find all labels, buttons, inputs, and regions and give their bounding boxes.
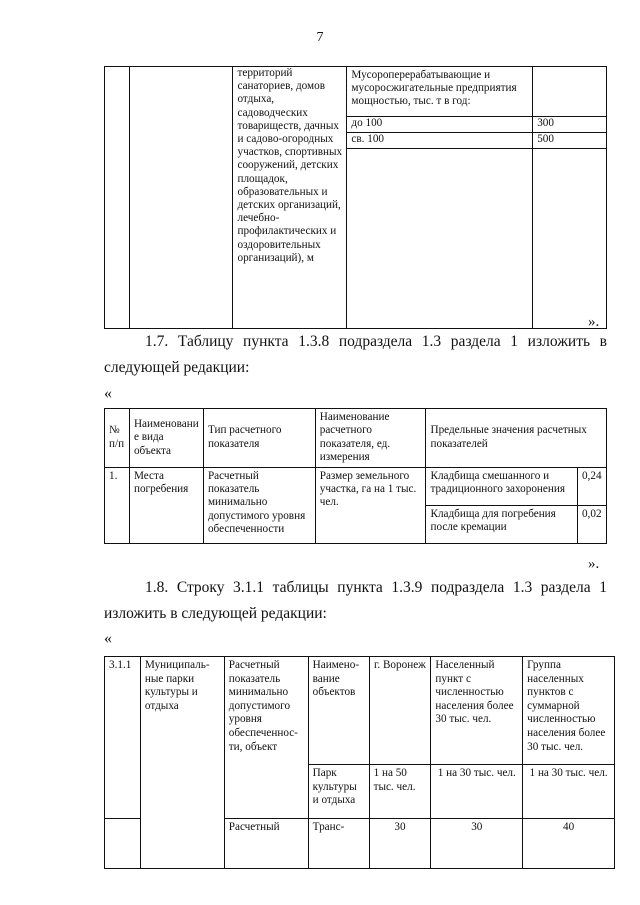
territory-text: территорий санаториев, домов отдыха, садоводческих товариществ, дачных и садово-огородных участков, спортивных сооружений, детских площадок, образовательных и детских организаций, лечебно-профилактических и оздоровительных организаций), м <box>233 67 347 329</box>
section-1-7-line1: 1.7. Таблицу пункта 1.3.8 подраздела 1.3 раздела 1 изложить в <box>145 333 607 350</box>
park-settlement-value: 1 на 30 тыс. чел. <box>431 765 523 819</box>
cemetery-cremation-value: 0,02 <box>577 505 606 543</box>
capacity-row-label: св. 100 <box>347 133 533 149</box>
open-quote: « <box>104 630 112 647</box>
header-limit-values: Предельные значения расчетных показателей <box>426 409 607 468</box>
section-1-8-text <box>104 575 607 627</box>
park-group-value: 1 на 30 тыс. чел. <box>523 765 615 819</box>
capacity-row-value: 300 <box>533 117 607 133</box>
capacity-row-value: 500 <box>533 133 607 149</box>
object-name: Муниципаль-ные парки культуры и отдыха <box>140 657 224 869</box>
voronezh-header: г. Воронеж <box>369 657 431 765</box>
cemetery-mixed-value: 0,24 <box>577 467 606 505</box>
cemetery-mixed-label: Кладбища смешанного и традиционного захоронения <box>426 467 577 505</box>
section-1-8-line2: изложить в следующей редакции: <box>104 605 327 622</box>
indicator-type-1: Расчетный показатель минимально допустимого уровня обеспеченнос-ти, объект <box>224 657 308 819</box>
section-1-7-text <box>104 329 607 381</box>
indicator-type-2: Расчетный <box>224 819 308 869</box>
close-quote: ». <box>588 314 600 330</box>
row-code: 3.1.1 <box>105 657 141 819</box>
park-voronezh-value: 1 на 50 тыс. чел. <box>369 765 431 819</box>
settlement-header: Населенный пункт с численностью населения более 30 тыс. чел. <box>431 657 523 765</box>
header-num: № п/п <box>105 409 130 468</box>
transport-voronezh-value: 30 <box>369 819 431 869</box>
row-indicator-type: Расчетный показатель минимально допустимого уровня обеспеченности <box>203 467 315 543</box>
page-number: 7 <box>316 30 324 45</box>
table-burial-places <box>104 408 607 544</box>
open-quote: « <box>104 385 112 402</box>
table-parks <box>104 656 615 869</box>
park-label: Парк культуры и отдыха <box>308 765 369 819</box>
plant-capacity-header: Мусороперерабатывающие и мусоросжигательные предприятия мощностью, тыс. т в год: <box>347 67 533 117</box>
empty-cell <box>129 67 233 329</box>
empty-cell <box>105 67 130 329</box>
header-indicator-type: Тип расчетного показателя <box>203 409 315 468</box>
section-1-7-line2: следующей редакции: <box>104 359 250 376</box>
transport-settlement-value: 30 <box>431 819 523 869</box>
header-object-name: Наименовани е вида объекта <box>129 409 203 468</box>
row-object-name: Места погребения <box>129 467 203 543</box>
close-quote: ». <box>588 556 600 572</box>
row-num: 1. <box>105 467 130 543</box>
cemetery-cremation-label: Кладбища для погребения после кремации <box>426 505 577 543</box>
section-1-8-line1: 1.8. Строку 3.1.1 таблицы пункта 1.3.9 подраздела 1.3 раздела 1 <box>145 579 607 596</box>
header-indicator-name: Наименование расчетного показателя, ед. измерения <box>315 409 426 468</box>
empty-cell <box>533 149 607 329</box>
group-header: Группа населенных пунктов с суммарной численностью населения более 30 тыс. чел. <box>523 657 615 765</box>
table-continuation <box>104 66 607 329</box>
empty-cell <box>347 149 533 329</box>
empty-cell <box>533 67 607 117</box>
row-code-continued <box>105 819 141 869</box>
transport-group-value: 40 <box>523 819 615 869</box>
capacity-row-label: до 100 <box>347 117 533 133</box>
object-name-header: Наимено-вание объектов <box>308 657 369 765</box>
transport-label: Транс- <box>308 819 369 869</box>
row-indicator-name: Размер земельного участка, га на 1 тыс. чел. <box>315 467 426 543</box>
